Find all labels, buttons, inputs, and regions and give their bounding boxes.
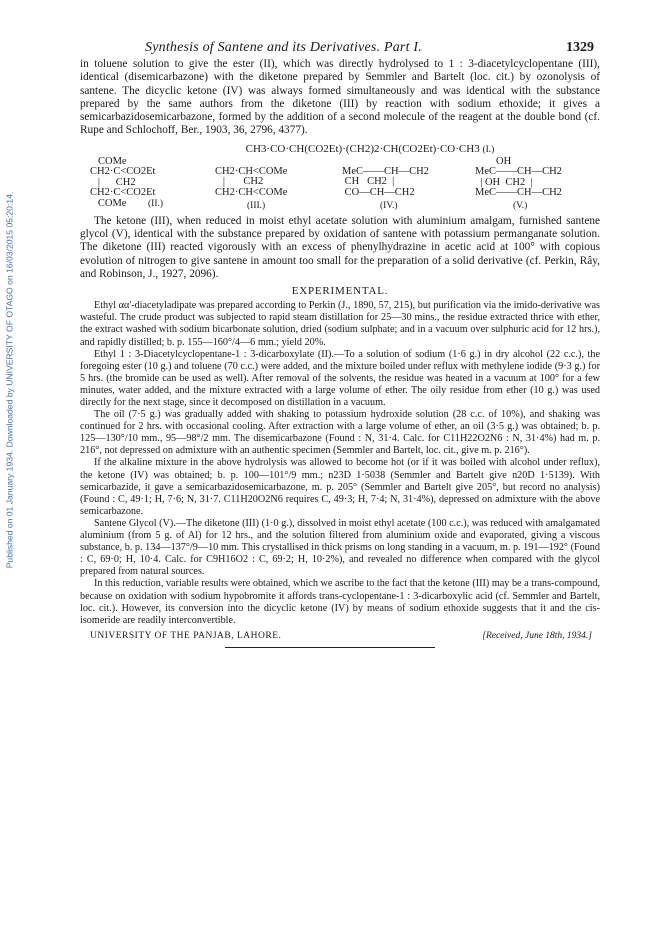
formula-I-text: CH3·CO·CH(CO2Et)·(CH2)2·CH(CO2Et)·CO·CH3 bbox=[245, 142, 480, 155]
structure-IV bbox=[342, 165, 429, 211]
experimental-paragraph: Ethyl αα'-diacetyladipate was prepared according to Perkin (J., 1890, 57, 215), but purification via the imido-derivative was wasteful. The crude product was subjected to rapid steam distillation for 25—30 mins., the residue extracted thrice with ether, the extract washed with sodium bicarbonate solution, dried (sodium sulphate; and in a vacuum over sulphuric acid for 12 hrs.), and rapidly distilled; b. p. 155—160°/4—6 mm.; yield 20%. bbox=[80, 300, 600, 348]
experimental-paragraph: Santene Glycol (V).—The diketone (III) (1·0 g.), dissolved in moist ethyl acetate (100 c.c.), was reduced with amalgamated aluminium (from 5 g. of Al) for 12 hrs., and the solution filtered from aluminium oxide and evaporated, giving a viscous substance, b. p. 134—137°/9—10 mm. This crystallised in thick prisms on long standing in a vacuum, m. p. 191—192° (Found : C, 69·0; H, 10·4. Calc. for C9H16O2 : C, 69·2; H, 10·2%), and revealed no difference when compared with the glycol prepared from natural sources. bbox=[80, 517, 600, 578]
structure-V-row: | OH CH2 | bbox=[475, 176, 533, 188]
structure-IV-label: (IV.) bbox=[380, 200, 398, 211]
formula-I bbox=[140, 143, 600, 155]
page-header bbox=[80, 40, 600, 58]
download-watermark-text: Published on 01 January 1934. Downloaded by UNIVERSITY OF OTAGO on 16/03/2015 05:20:14. bbox=[4, 191, 15, 569]
structure-III bbox=[215, 165, 288, 211]
structure-V bbox=[475, 155, 562, 211]
structure-II-row: | CH2 bbox=[90, 176, 136, 188]
running-title: Synthesis of Santene and its Derivatives. Part I. bbox=[145, 40, 422, 55]
download-watermark bbox=[2, 150, 16, 610]
structure-V-row: MeC——CH—CH2 bbox=[475, 166, 562, 178]
experimental-paragraph: In this reduction, variable results were obtained, which we ascribe to the fact that the ketone (III) may be a trans-compound, because on oxidation with sodium hypobromite it affords trans-cyclopentane-1 : 3-dicarboxylic acid (cf. Semmler and Bartelt, loc. cit.). However, its conversion into the dicyclic ketone (IV) by means of sodium ethoxide suggests that it and the cis-isomeride are readily interconvertible. bbox=[80, 578, 600, 626]
formula-I-label: (I.) bbox=[482, 144, 495, 155]
structure-IV-row: CO—CH—CH2 bbox=[342, 186, 415, 198]
journal-page bbox=[80, 40, 600, 645]
structure-III-label: (III.) bbox=[247, 200, 266, 211]
structure-II-row: CH2·C<CO2Et bbox=[90, 187, 156, 199]
structure-V-row: OH bbox=[475, 155, 512, 167]
end-rule bbox=[225, 647, 435, 648]
structure-II-row: CH2·C<CO2Et bbox=[90, 166, 156, 178]
section-heading: EXPERIMENTAL. bbox=[291, 285, 389, 298]
structure-III-row: CH2·CH<COMe bbox=[215, 165, 288, 177]
structure-IV-row: MeC——CH—CH2 bbox=[342, 165, 429, 177]
experimental-paragraph: The oil (7·5 g.) was gradually added with shaking to potassium hydroxide solution (28 c.c. of 10%), and shaking was continued for 2 hrs. with occasional cooling. After extraction with a large volume of ether, an oil (3·5 g.) was obtained; b. p. 125—130°/10 mm., 95—98°/2 mm. The disemicarbazone (Found : N, 31·4. Calc. for C11H22O2N6 : N, 31·4%) had m. p. 216°, not depressed on admixture with an authentic specimen (Semmler and Bartelt, loc. cit., give m. p. 216°). bbox=[80, 409, 600, 457]
page-footer bbox=[80, 631, 600, 645]
intro-paragraph: in toluene solution to give the ester (II), which was directly hydrolysed to 1 : 3-diacetylcyclopentane (III), identical (disemicarbazone) with the diketone prepared by Semmler and Bartelt (loc. cit.) by ozonolysis of santene. The dicyclic ketone (IV) was always formed simultaneously and was identical with the substance prepared by the same authors from the diketone (III) by reaction with sodium ethoxide; it gives a semicarbazidosemicarbazone, formed by the addition of a second molecule of the reagent at the double bond (cf. Rupe and Schlochoff, Ber., 1903, 36, 2796, 4377). bbox=[80, 58, 600, 137]
experimental-paragraph: If the alkaline mixture in the above hydrolysis was allowed to become hot (or if it was boiled with alcohol under reflux), the ketone (IV) was obtained; b. p. 100—101°/9 mm.; n23D 1·5038 (Semmler and Bartelt give n20D 1·5139). With semicarbazide, it gave a semicarbazidosemicarbazone, m. p. 205° (Semmler and Bartelt give 205°, but record no analysis) (Found : C, 49·1; H, 7·6; N, 31·7. C11H20O2N6 requires C, 49·3; H, 7·4; N, 31·4%), depressed on admixture with the above semicarbazone. bbox=[80, 457, 600, 517]
structure-II-row: COMe bbox=[90, 197, 127, 209]
structure-formulas bbox=[80, 157, 600, 215]
received-date: [Received, June 18th, 1934.] bbox=[482, 630, 592, 641]
experimental-paragraph: Ethyl 1 : 3-Diacetylcyclopentane-1 : 3-dicarboxylate (II).—To a solution of sodium (1·6 g.) in dry alcohol (22 c.c.), the foregoing ester (10 g.) and toluene (70 c.c.) were added, and the mixture boiled under reflux with methylene iodide (9·3 g.) for 5 hrs. (the bromide can be used as well). After removal of the solvents, the residue was heated in a vacuum at 100° for a few minutes, water added, and the mixture extracted with a large volume of ether. The oily residue from ether (10 g.) was used directly for the next stage, since it decomposed on distillation in a vacuum. bbox=[80, 348, 600, 409]
structure-IV-row: CH CH2 | bbox=[342, 176, 395, 188]
page-number: 1329 bbox=[566, 40, 594, 55]
paragraph-2: The ketone (III), when reduced in moist ethyl acetate solution with aluminium amalgam, furnished santene glycol (V), identical with the substance prepared by oxidation of santene with potassium permanganate solution. The diketone (III) reacted vigorously with an excess of phenylhydrazine in acetic acid at 100° with copious evolution of nitrogen to give santene in amount too small for the preparation of a solid derivative (cf. Perkin, Rây, and Robinson, J., 1927, 2096). bbox=[80, 214, 600, 280]
structure-V-row: MeC——CH—CH2 bbox=[475, 187, 562, 199]
structure-II bbox=[90, 155, 164, 210]
structure-III-row: CH2·CH<COMe bbox=[215, 186, 288, 198]
structure-II-row: COMe bbox=[98, 155, 127, 167]
affiliation: UNIVERSITY OF THE PANJAB, LAHORE. bbox=[90, 630, 282, 641]
structure-III-row: | CH2 bbox=[215, 176, 264, 188]
structure-II-label: (II.) bbox=[148, 198, 164, 209]
structure-V-label: (V.) bbox=[513, 200, 528, 211]
